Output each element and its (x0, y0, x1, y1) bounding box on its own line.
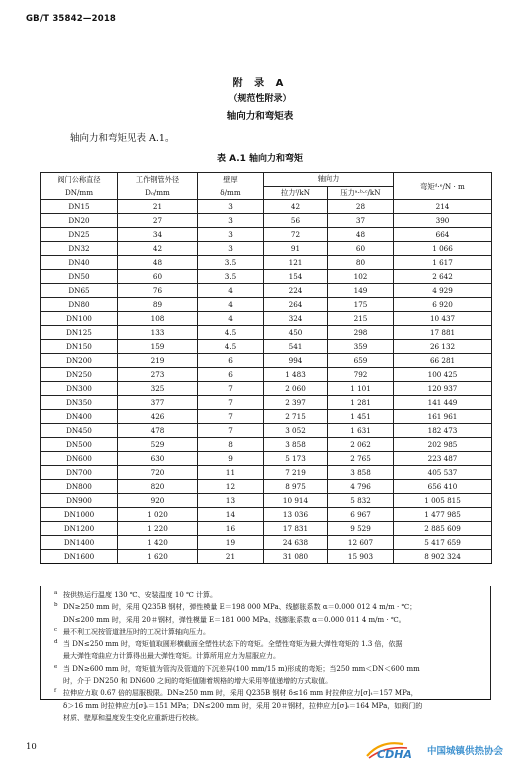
table-row (41, 270, 492, 284)
cell-od: 219 (118, 354, 198, 368)
cell-tension: 3 052 (264, 424, 328, 438)
footnote-line (54, 601, 484, 613)
cell-moment: 1 617 (394, 256, 492, 270)
table-row (41, 396, 492, 410)
cell-moment: 2 885 609 (394, 522, 492, 536)
footnote-line (54, 650, 484, 662)
cell-tension: 56 (264, 214, 328, 228)
cell-tension: 450 (264, 326, 328, 340)
cell-moment: 214 (394, 200, 492, 214)
cell-compression: 37 (328, 214, 394, 228)
table-row (41, 298, 492, 312)
footnote-text: 按供热运行温度 130 ℃、安装温度 10 ℃ 计算。 (63, 591, 218, 599)
footnote-text: 时，介于 DN250 和 DN600 之间的弯矩值随着规格的增大采用等值递增的方式取值。 (63, 677, 333, 686)
table-row (41, 284, 492, 298)
cell-moment: 141 449 (394, 396, 492, 410)
cell-moment: 10 437 (394, 312, 492, 326)
cell-od: 273 (118, 368, 198, 382)
cell-dn: DN1400 (41, 536, 118, 550)
cell-od: 529 (118, 438, 198, 452)
header-axial-force: 轴向力 (264, 173, 394, 187)
cell-od: 325 (118, 382, 198, 396)
cell-compression: 4 796 (328, 480, 394, 494)
table-row (41, 200, 492, 214)
cell-wall: 3 (198, 200, 264, 214)
cell-tension: 264 (264, 298, 328, 312)
footnote-line (54, 712, 484, 724)
header-wall-unit: δ/mm (220, 188, 241, 197)
cell-compression: 28 (328, 200, 394, 214)
cell-tension: 5 173 (264, 452, 328, 466)
cell-dn: DN1600 (41, 550, 118, 564)
footnote-line (54, 589, 484, 601)
cell-compression: 48 (328, 228, 394, 242)
cell-tension: 31 080 (264, 550, 328, 564)
cell-wall: 4.5 (198, 326, 264, 340)
footnote-text: 当 DN≤250 mm 时，弯矩值取圆形横截面全塑性状态下的弯矩。全塑性弯矩为最大弹性弯矩的 1.3 倍，依据 (63, 640, 403, 649)
cell-wall: 4.5 (198, 340, 264, 354)
cell-compression: 792 (328, 368, 394, 382)
cell-compression: 149 (328, 284, 394, 298)
cell-tension: 1 483 (264, 368, 328, 382)
table-row (41, 326, 492, 340)
footnote-mark: a (54, 590, 58, 596)
cell-wall: 12 (198, 480, 264, 494)
cell-wall: 3.5 (198, 270, 264, 284)
cell-compression: 175 (328, 298, 394, 312)
page-number: 10 (26, 742, 37, 752)
cell-wall: 4 (198, 298, 264, 312)
cell-moment: 223 487 (394, 452, 492, 466)
table-row (41, 382, 492, 396)
svg-text:CDHA: CDHA (377, 748, 412, 761)
table-row (41, 536, 492, 550)
cell-moment: 2 642 (394, 270, 492, 284)
footnote-text: DN≤200 mm 时，采用 20＃钢材，弹性模量 E＝181 000 MPa、线膨胀系数 α＝0.000 011 4 m/m · ℃。 (63, 615, 406, 624)
table-body (41, 200, 492, 564)
cell-compression: 80 (328, 256, 394, 270)
cell-od: 21 (118, 200, 198, 214)
cell-dn: DN350 (41, 396, 118, 410)
cell-moment: 656 410 (394, 480, 492, 494)
table-row (41, 550, 492, 564)
cell-dn: DN25 (41, 228, 118, 242)
footnote-line (54, 626, 484, 638)
cell-tension: 91 (264, 242, 328, 256)
cell-wall: 7 (198, 424, 264, 438)
cell-dn: DN1200 (41, 522, 118, 536)
footnote-text: δ＞16 mm 时拉伸应力[σ]ₜ＝151 MPa；DN≤200 mm 时，采用 20＃钢材，拉伸应力[σ]ₜ＝164 MPa，如阀门的 (63, 701, 423, 710)
cell-dn: DN80 (41, 298, 118, 312)
cell-tension: 154 (264, 270, 328, 284)
cell-compression: 15 903 (328, 550, 394, 564)
table-row (41, 214, 492, 228)
cell-od: 820 (118, 480, 198, 494)
footnote-mark: d (54, 639, 58, 646)
footnote-text: 最大弹性弯曲应力计算得出最大弹性弯矩。计算所用应力为屈服应力。 (63, 652, 280, 661)
cell-tension: 541 (264, 340, 328, 354)
cell-wall: 8 (198, 438, 264, 452)
annex-normativity: （规范性附录） (228, 94, 292, 104)
cell-od: 1 420 (118, 536, 198, 550)
table-footnotes (40, 586, 491, 722)
cell-dn: DN20 (41, 214, 118, 228)
cell-tension: 17 831 (264, 522, 328, 536)
cell-dn: DN300 (41, 382, 118, 396)
cell-moment: 4 929 (394, 284, 492, 298)
cell-wall: 13 (198, 494, 264, 508)
intro-paragraph: 轴向力和弯矩见表 A.1。 (70, 133, 175, 144)
cell-dn: DN450 (41, 424, 118, 438)
cell-moment: 66 281 (394, 354, 492, 368)
cell-dn: DN200 (41, 354, 118, 368)
cell-moment: 17 881 (394, 326, 492, 340)
table-row (41, 368, 492, 382)
table-row (41, 312, 492, 326)
cell-dn: DN40 (41, 256, 118, 270)
cell-tension: 24 638 (264, 536, 328, 550)
cell-od: 76 (118, 284, 198, 298)
footnote-text: 材质、壁厚和温度发生变化应重新进行校核。 (63, 713, 203, 722)
cell-tension: 324 (264, 312, 328, 326)
annex-title: 附 录 A (232, 78, 288, 89)
cell-wall: 7 (198, 382, 264, 396)
cell-wall: 7 (198, 410, 264, 424)
cell-compression: 2 062 (328, 438, 394, 452)
cell-compression: 1 101 (328, 382, 394, 396)
cell-compression: 12 607 (328, 536, 394, 550)
cell-wall: 4 (198, 312, 264, 326)
footnote-text: DN≥250 mm 时，采用 Q235B 钢材，弹性模量 E＝198 000 MPa、线膨胀系数 α＝0.000 012 4 m/m · ℃； (63, 603, 417, 612)
cell-compression: 9 529 (328, 522, 394, 536)
cell-od: 1 220 (118, 522, 198, 536)
table-row (41, 354, 492, 368)
cell-moment: 390 (394, 214, 492, 228)
header-od-unit: D₀/mm (145, 188, 170, 197)
footnote-mark: b (54, 602, 58, 609)
table-row (41, 522, 492, 536)
cell-moment: 100 425 (394, 368, 492, 382)
cell-dn: DN15 (41, 200, 118, 214)
header-compression: 压力ᵃ·ᵇ·ᶜ/kN (328, 186, 394, 200)
cell-dn: DN400 (41, 410, 118, 424)
header-wall-label: 壁厚 (223, 175, 238, 184)
table-row (41, 452, 492, 466)
header-dn (41, 173, 118, 200)
watermark (363, 738, 513, 762)
table-row (41, 228, 492, 242)
cell-wall: 21 (198, 550, 264, 564)
cell-wall: 19 (198, 536, 264, 550)
cell-compression: 60 (328, 242, 394, 256)
cell-moment: 202 985 (394, 438, 492, 452)
cell-tension: 42 (264, 200, 328, 214)
cell-compression: 3 858 (328, 466, 394, 480)
footnote-line (54, 700, 484, 712)
cell-compression: 5 832 (328, 494, 394, 508)
cell-dn: DN125 (41, 326, 118, 340)
cell-dn: DN250 (41, 368, 118, 382)
cell-wall: 9 (198, 452, 264, 466)
cell-moment: 1 477 985 (394, 508, 492, 522)
cell-compression: 2 765 (328, 452, 394, 466)
cell-compression: 359 (328, 340, 394, 354)
cell-tension: 3 858 (264, 438, 328, 452)
cell-od: 48 (118, 256, 198, 270)
header-dn-label: 阀门公称直径 (57, 175, 101, 184)
cell-od: 42 (118, 242, 198, 256)
table-row (41, 256, 492, 270)
table-row (41, 480, 492, 494)
cell-tension: 8 975 (264, 480, 328, 494)
cell-wall: 11 (198, 466, 264, 480)
cell-wall: 3 (198, 228, 264, 242)
cell-tension: 224 (264, 284, 328, 298)
header-tension: 拉力ᶠ/kN (264, 186, 328, 200)
cell-od: 60 (118, 270, 198, 284)
cell-wall: 7 (198, 396, 264, 410)
cell-od: 630 (118, 452, 198, 466)
footnote-text: 当 DN≥600 mm 时，弯矩值为管沟及管道的下沉差异(100 mm/15 m)形成的弯矩；当250 mm＜DN＜600 mm (63, 664, 420, 673)
cell-tension: 2 715 (264, 410, 328, 424)
cell-od: 1 020 (118, 508, 198, 522)
header-dn-unit: DN/mm (64, 188, 94, 197)
cell-dn: DN100 (41, 312, 118, 326)
table-row (41, 508, 492, 522)
cell-moment: 120 937 (394, 382, 492, 396)
cell-compression: 298 (328, 326, 394, 340)
cell-compression: 1 281 (328, 396, 394, 410)
footnote-line (54, 614, 484, 626)
cell-compression: 102 (328, 270, 394, 284)
watermark-text: 中国城镇供热协会 (427, 746, 504, 757)
footnote-mark: c (54, 626, 58, 633)
cell-od: 133 (118, 326, 198, 340)
cell-dn: DN65 (41, 284, 118, 298)
cell-od: 426 (118, 410, 198, 424)
cell-dn: DN800 (41, 480, 118, 494)
cell-moment: 664 (394, 228, 492, 242)
cell-od: 1 620 (118, 550, 198, 564)
cell-moment: 161 961 (394, 410, 492, 424)
cell-dn: DN900 (41, 494, 118, 508)
footnote-text: 拉伸应力取 0.67 倍的屈服极限。DN≥250 mm 时，采用 Q235B 钢材 δ≤16 mm 时拉伸应力[σ]ₜ＝157 MPa， (63, 689, 418, 698)
cell-dn: DN500 (41, 438, 118, 452)
cell-wall: 6 (198, 368, 264, 382)
table-title: 表 A.1 轴向力和弯矩 (216, 154, 304, 164)
footnote-line (54, 687, 484, 699)
cell-wall: 4 (198, 284, 264, 298)
annex-name: 轴向力和弯矩表 (226, 111, 294, 122)
cell-od: 920 (118, 494, 198, 508)
table-row (41, 438, 492, 452)
cell-compression: 1 631 (328, 424, 394, 438)
cell-od: 34 (118, 228, 198, 242)
cell-compression: 6 967 (328, 508, 394, 522)
cell-tension: 2 397 (264, 396, 328, 410)
table-row (41, 410, 492, 424)
cell-moment: 1 066 (394, 242, 492, 256)
cell-tension: 121 (264, 256, 328, 270)
cell-dn: DN150 (41, 340, 118, 354)
cell-od: 159 (118, 340, 198, 354)
cell-tension: 7 219 (264, 466, 328, 480)
header-od-label: 工作钢管外径 (135, 175, 180, 184)
footnote-mark: e (54, 663, 58, 670)
cell-tension: 2 060 (264, 382, 328, 396)
cell-tension: 994 (264, 354, 328, 368)
footnote-line (54, 663, 484, 675)
cell-od: 108 (118, 312, 198, 326)
cell-compression: 1 451 (328, 410, 394, 424)
cell-moment: 182 473 (394, 424, 492, 438)
cell-tension: 13 036 (264, 508, 328, 522)
cell-moment: 405 537 (394, 466, 492, 480)
footnote-mark: f (54, 688, 57, 695)
cell-compression: 659 (328, 354, 394, 368)
cell-od: 89 (118, 298, 198, 312)
standard-code: GB/T 35842—2018 (26, 14, 117, 24)
cell-od: 27 (118, 214, 198, 228)
footnote-text: 最不利工况按管道泄压时的工况计算轴向压力。 (63, 627, 210, 636)
header-wall (198, 173, 264, 200)
header-od (118, 173, 198, 200)
cell-wall: 16 (198, 522, 264, 536)
table-row (41, 466, 492, 480)
cdha-logo-icon (363, 738, 427, 762)
table-row (41, 494, 492, 508)
header-moment: 弯矩ᵈ·ᵉ/N · m (394, 173, 492, 200)
cell-wall: 3 (198, 214, 264, 228)
footnote-line (54, 638, 484, 650)
table-row (41, 424, 492, 438)
cell-moment: 5 417 659 (394, 536, 492, 550)
cell-moment: 1 005 815 (394, 494, 492, 508)
footnote-line (54, 675, 484, 687)
cell-wall: 14 (198, 508, 264, 522)
cell-tension: 10 914 (264, 494, 328, 508)
cell-od: 720 (118, 466, 198, 480)
table-row (41, 340, 492, 354)
cell-dn: DN1000 (41, 508, 118, 522)
axial-force-moment-table (40, 172, 492, 564)
cell-od: 478 (118, 424, 198, 438)
cell-dn: DN700 (41, 466, 118, 480)
cell-compression: 215 (328, 312, 394, 326)
cell-moment: 6 920 (394, 298, 492, 312)
cell-od: 377 (118, 396, 198, 410)
cell-wall: 3 (198, 242, 264, 256)
cell-tension: 72 (264, 228, 328, 242)
cell-wall: 3.5 (198, 256, 264, 270)
cell-wall: 6 (198, 354, 264, 368)
cell-dn: DN50 (41, 270, 118, 284)
table-row (41, 242, 492, 256)
cell-moment: 26 132 (394, 340, 492, 354)
cell-dn: DN32 (41, 242, 118, 256)
cell-dn: DN600 (41, 452, 118, 466)
cell-moment: 8 902 324 (394, 550, 492, 564)
